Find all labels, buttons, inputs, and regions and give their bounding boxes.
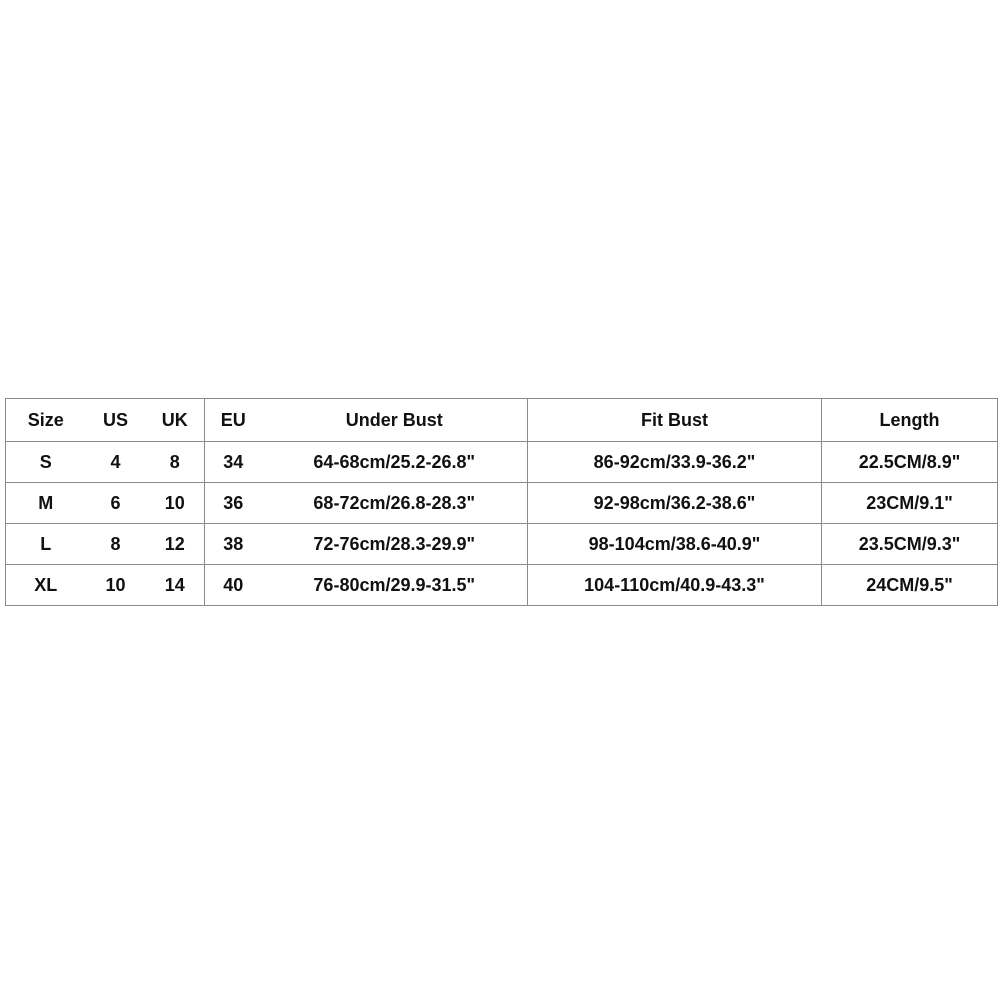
cell-under-bust: 72-76cm/28.3-29.9"	[262, 524, 528, 565]
cell-under-bust: 68-72cm/26.8-28.3"	[262, 483, 528, 524]
cell-fit-bust: 98-104cm/38.6-40.9"	[528, 524, 822, 565]
cell-length: 24CM/9.5"	[822, 565, 998, 606]
cell-length: 23CM/9.1"	[822, 483, 998, 524]
table-row	[6, 565, 998, 606]
header-length: Length	[822, 399, 998, 442]
cell-uk: 10	[146, 483, 205, 524]
cell-eu: 34	[205, 442, 262, 483]
cell-size: S	[6, 442, 86, 483]
header-row	[6, 399, 998, 442]
cell-length: 23.5CM/9.3"	[822, 524, 998, 565]
table-row	[6, 442, 998, 483]
cell-size: M	[6, 483, 86, 524]
cell-size: XL	[6, 565, 86, 606]
cell-us: 4	[86, 442, 146, 483]
cell-under-bust: 64-68cm/25.2-26.8"	[262, 442, 528, 483]
cell-under-bust: 76-80cm/29.9-31.5"	[262, 565, 528, 606]
cell-uk: 12	[146, 524, 205, 565]
cell-fit-bust: 86-92cm/33.9-36.2"	[528, 442, 822, 483]
cell-eu: 40	[205, 565, 262, 606]
cell-us: 8	[86, 524, 146, 565]
cell-us: 6	[86, 483, 146, 524]
size-chart-table	[5, 398, 998, 606]
header-us: US	[86, 399, 146, 442]
cell-fit-bust: 104-110cm/40.9-43.3"	[528, 565, 822, 606]
cell-length: 22.5CM/8.9"	[822, 442, 998, 483]
header-eu: EU	[205, 399, 262, 442]
cell-eu: 36	[205, 483, 262, 524]
header-uk: UK	[146, 399, 205, 442]
header-fit-bust: Fit Bust	[528, 399, 822, 442]
cell-us: 10	[86, 565, 146, 606]
cell-size: L	[6, 524, 86, 565]
cell-eu: 38	[205, 524, 262, 565]
table-row	[6, 524, 998, 565]
table-row	[6, 483, 998, 524]
cell-fit-bust: 92-98cm/36.2-38.6"	[528, 483, 822, 524]
cell-uk: 8	[146, 442, 205, 483]
header-under-bust: Under Bust	[262, 399, 528, 442]
cell-uk: 14	[146, 565, 205, 606]
header-size: Size	[6, 399, 86, 442]
